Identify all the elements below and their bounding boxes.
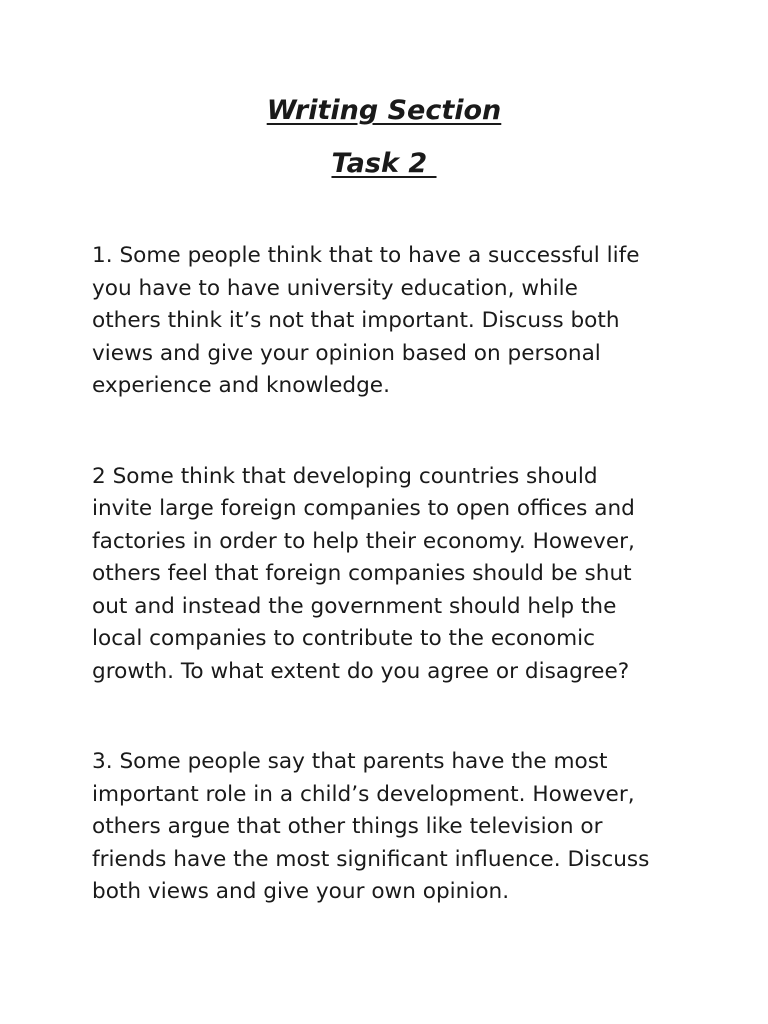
question-line: views and give your opinion based on personal (92, 340, 601, 366)
question-line: important role in a child’s development. However, (92, 781, 635, 807)
question-line: experience and knowledge. (92, 373, 390, 398)
question-1 (92, 240, 676, 403)
question-line: 3. Some people say that parents have the most (92, 749, 608, 774)
question-line: out and instead the government should help the (92, 593, 617, 619)
question-line: growth. To what extent do you agree or disagree? (92, 658, 630, 684)
question-2 (92, 461, 676, 689)
question-list (92, 240, 676, 909)
question-line: 2 Some think that developing countries should (92, 463, 598, 489)
question-line: both views and give your own opinion. (92, 879, 510, 904)
question-line: local companies to contribute to the economic (92, 626, 596, 651)
question-line: friends have the most significant influence. Discuss (92, 846, 650, 872)
question-line: factories in order to help their economy. However, (92, 528, 635, 554)
question-line: others argue that other things like television or (92, 814, 603, 839)
question-line: others think it’s not that important. Discuss both (92, 308, 620, 333)
question-line: invite large foreign companies to open offices and (92, 496, 635, 521)
question-3 (92, 746, 676, 909)
question-line: 1. Some people think that to have a successful life (92, 243, 640, 268)
question-line: you have to have university education, while (92, 275, 578, 301)
question-line: others feel that foreign companies should be shut (92, 561, 632, 586)
task-subtitle: Task 2 (331, 148, 437, 179)
section-title: Writing Section (266, 95, 502, 126)
